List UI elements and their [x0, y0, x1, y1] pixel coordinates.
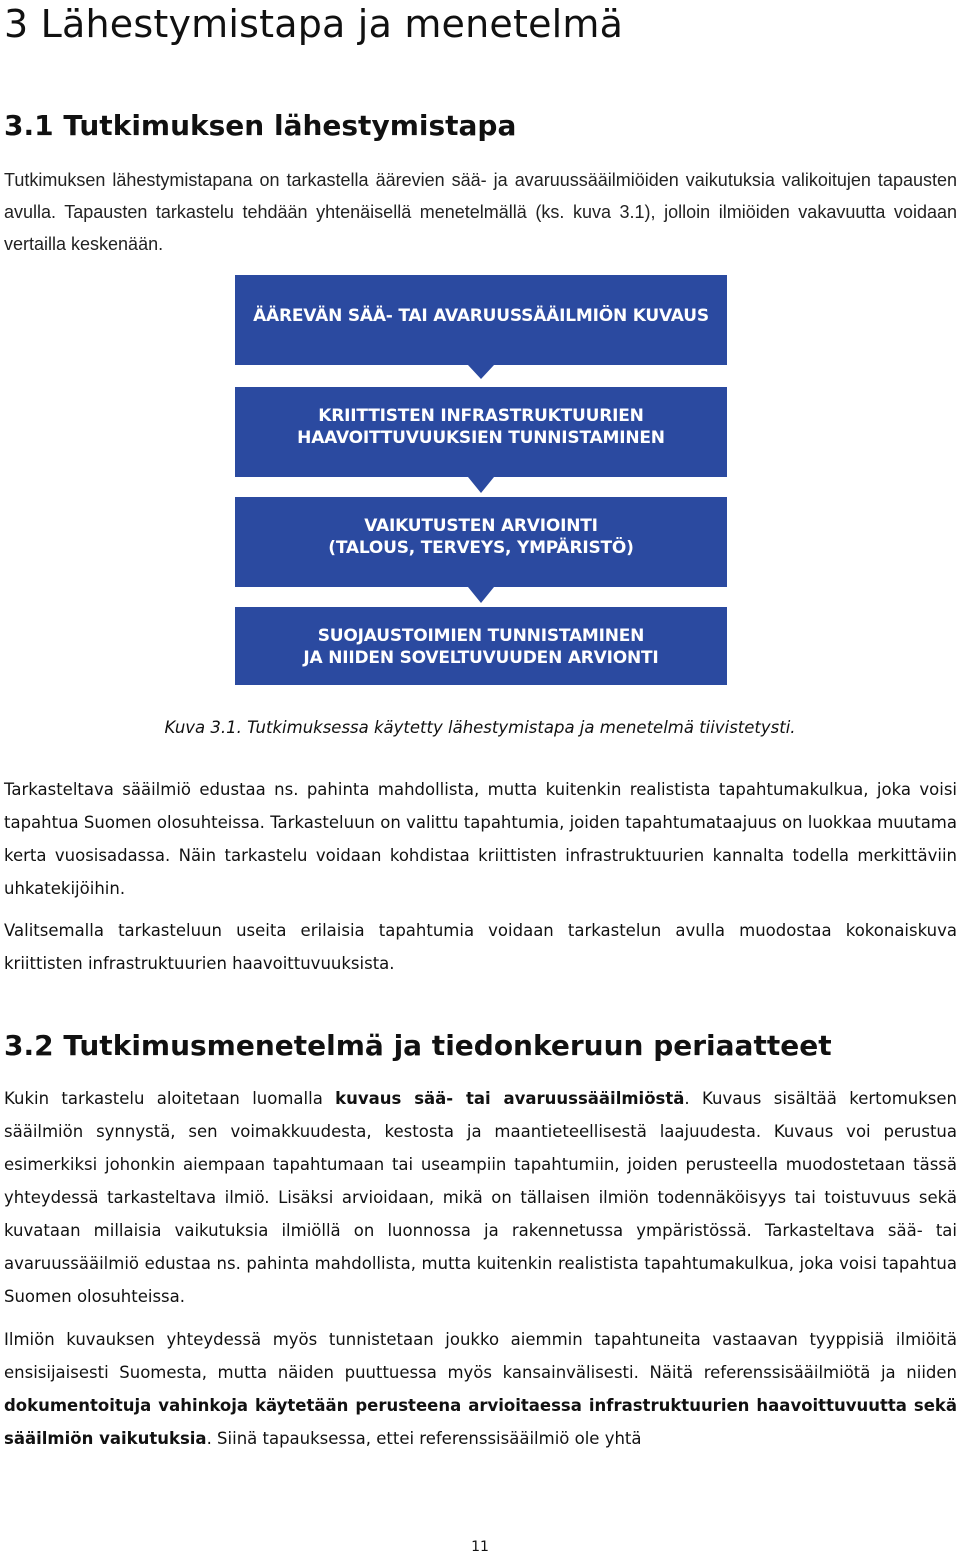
flow-step-2-label: KRIITTISTEN INFRASTRUKTUURIEN HAAVOITTUVUUKSIEN TUNNISTAMINEN	[297, 406, 665, 448]
section-title-3-2: 3.2 Tutkimusmenetelmä ja tiedonkeruun periaatteet	[4, 1029, 832, 1062]
para-4-text-a: Ilmiön kuvauksen yhteydessä myös tunnistetaan joukko aiemmin tapahtuneita vastaavan tyyppisiä ilmiöitä ensisijaisesti Suomesta, mutta näiden puuttuessa myös kansainvälisesti. Näitä referenssisääilmiötä ja niiden	[4, 1330, 957, 1382]
para-3-bold-phrase: kuvaus sää- tai avaruussääilmiöstä	[335, 1089, 685, 1108]
flow-step-4-label: SUOJAUSTOIMIEN TUNNISTAMINEN JA NIIDEN SOVELTUVUUDEN ARVIONTI	[303, 626, 659, 668]
para-4-text-c: . Siinä tapauksessa, ettei referenssisääilmiö ole yhtä	[206, 1429, 642, 1448]
body-paragraph-1: Tarkasteltava sääilmiö edustaa ns. pahinta mahdollista, mutta kuitenkin realistista tapahtumakulkua, joka voisi tapahtua Suomen olosuhteissa. Tarkasteluun on valittu tapahtumia, joiden tapahtumataajuus on luokkaa muutama kerta vuosisadassa. Näin tarkastelu voidaan kohdistaa kriittisten infrastruktuurien kannalta todella merkittäviin uhkatekijöihin.	[4, 780, 957, 898]
body-paragraph-3	[4, 1082, 957, 1313]
para-4-bold-phrase: dokumentoituja vahinkoja käytetään perusteena arvioitaessa infrastruktuurien haavoittuvuutta sekä sääilmiön vaikutuksia	[4, 1396, 957, 1448]
page-number: 11	[471, 1539, 489, 1555]
intro-sentence-1: Tutkimuksen lähestymistapana on tarkastella äärevien sää- ja avaruussääilmiöiden vaikutuksia valikoitujen tapausten avulla.	[4, 170, 957, 222]
para-3-text-a: Kukin tarkastelu aloitetaan luomalla	[4, 1089, 336, 1108]
body-paragraph-2: Valitsemalla tarkasteluun useita erilaisia tapahtumia voidaan tarkastelun avulla muodostaa kokonaiskuva kriittisten infrastruktuurien haavoittuvuuksista.	[4, 921, 957, 973]
para-3-text-c: . Kuvaus sisältää kertomuksen sääilmiön synnystä, sen voimakkuudesta, kestosta ja maantieteellisestä laajuudesta. Kuvaus voi perustua esimerkiksi johonkin aiempaan tapahtumaan tai useampiin tapahtumiin, joiden perusteella muodostetaan tässä yhteydessä tarkasteltava ilmiö. Lisäksi arvioidaan, mikä on tällaisen ilmiön todennäköisyys tai toistuvuus sekä kuvataan millaisia vaikutuksia ilmiöllä on luonnossa ja rakennetussa ympäristössä. Tarkasteltava sää- tai avaruussääilmiö edustaa ns. pahinta mahdollista, mutta kuitenkin realistista tapahtumakulkua, joka voisi tapahtua Suomen olosuhteissa.	[4, 1089, 957, 1306]
figure-caption: Kuva 3.1. Tutkimuksessa käytetty lähestymistapa ja menetelmä tiivistetysti.	[164, 718, 796, 737]
intro-paragraph	[4, 164, 957, 260]
section-title-3-1: 3.1 Tutkimuksen lähestymistapa	[4, 109, 517, 142]
chapter-title: 3 Lähestymistapa ja menetelmä	[4, 2, 624, 46]
intro-sentence-2: Tapausten tarkastelu tehdään yhtenäisellä menetelmällä (ks. kuva 3.1), jolloin ilmiöiden vakavuutta voidaan vertailla keskenään.	[4, 202, 957, 254]
body-paragraph-4	[4, 1323, 957, 1455]
method-flow-diagram	[235, 275, 727, 685]
flow-diagram-shapes	[235, 275, 727, 685]
flow-step-1-label: ÄÄREVÄN SÄÄ- TAI AVARUUSSÄÄILMIÖN KUVAUS	[253, 306, 709, 326]
flow-step-3-label: VAIKUTUSTEN ARVIOINTI (TALOUS, TERVEYS, YMPÄRISTÖ)	[328, 516, 634, 558]
flow-step-1-box	[235, 275, 727, 379]
